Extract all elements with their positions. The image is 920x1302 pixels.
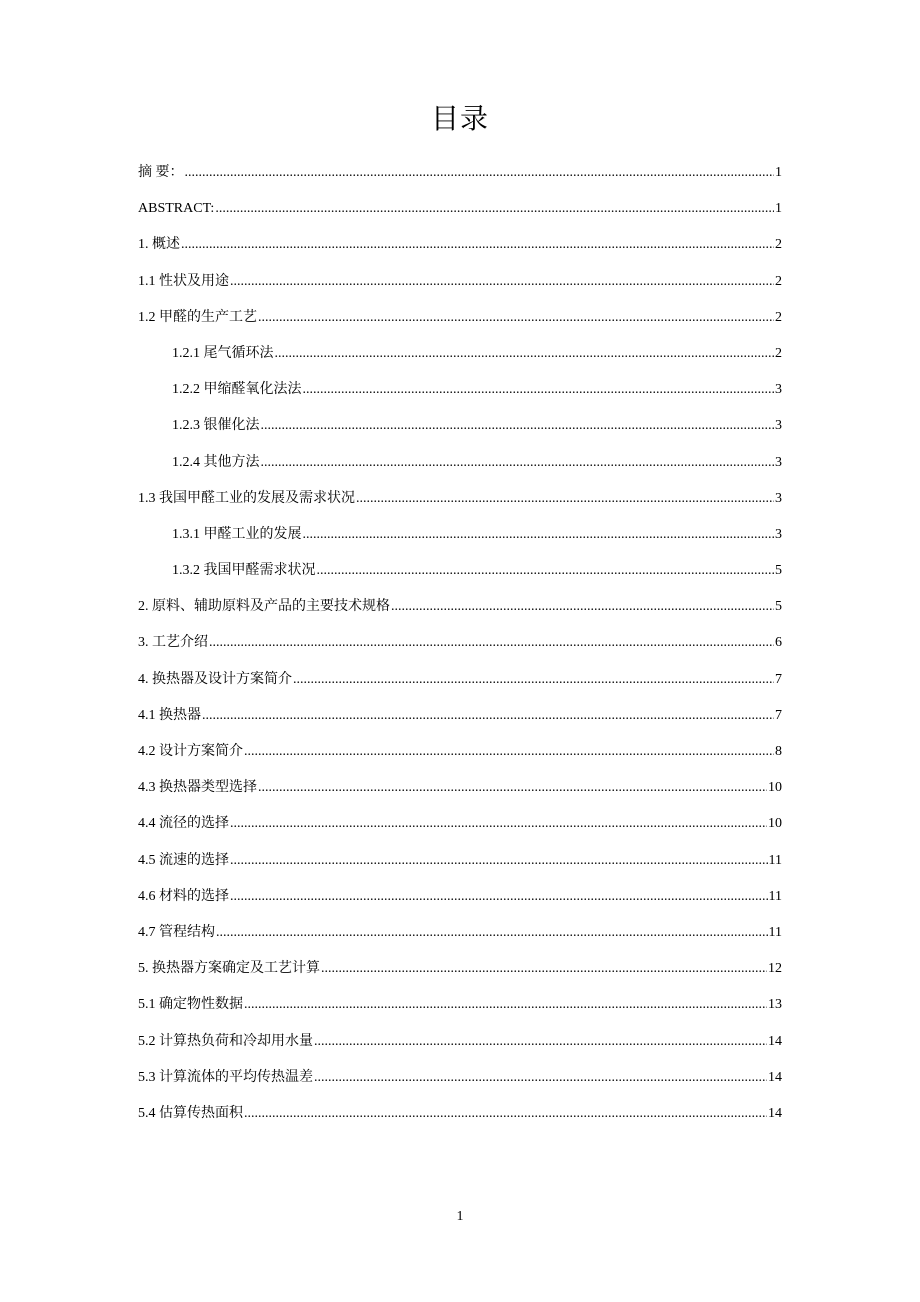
toc-entry-page: 3 <box>775 454 782 470</box>
toc-entry-page: 7 <box>775 671 782 687</box>
toc-dot-leader <box>391 589 774 625</box>
toc-entry-page: 5 <box>775 599 782 615</box>
toc-entry[interactable] <box>138 915 782 951</box>
toc-dot-leader <box>314 1060 767 1096</box>
toc-dot-leader <box>181 227 774 263</box>
toc-entry[interactable] <box>138 227 782 263</box>
toc-entry-label: 1. 概述 <box>138 237 180 253</box>
toc-entry-page: 14 <box>768 1069 782 1085</box>
toc-entry-label: 4.5 流速的选择 <box>138 852 229 868</box>
toc-entry[interactable] <box>138 1024 782 1060</box>
toc-entry-label: 1.1 性状及用途 <box>138 273 229 289</box>
toc-entry[interactable] <box>138 987 782 1023</box>
toc-dot-leader <box>275 336 775 372</box>
toc-entry-label: 4.2 设计方案简介 <box>138 744 243 759</box>
toc-dot-leader <box>202 698 774 734</box>
toc-entry-label: ABSTRACT: <box>138 201 215 217</box>
toc-entry[interactable] <box>138 843 782 879</box>
toc-dot-leader <box>258 300 774 336</box>
toc-entry-page: 8 <box>775 744 782 759</box>
toc-entry-label: 1.3.2 我国甲醛需求状况 <box>172 563 316 579</box>
toc-entry-page: 2 <box>775 345 782 361</box>
toc-entry-label: 1.2 甲醛的生产工艺 <box>138 309 257 325</box>
toc-entry-label: 4.1 换热器 <box>138 707 201 723</box>
toc-entry-label: 5.1 确定物性数据 <box>138 997 243 1013</box>
toc-dot-leader <box>293 662 774 698</box>
toc-entry-page: 11 <box>768 852 782 868</box>
toc-entry-page: 10 <box>768 816 782 832</box>
toc-entry-page: 14 <box>768 1033 782 1049</box>
toc-dot-leader <box>321 951 767 987</box>
toc-entry-label: 1.2.3 银催化法 <box>172 418 260 434</box>
toc-entry[interactable] <box>138 264 782 300</box>
toc-entry-label: 4.3 换热器类型选择 <box>138 780 257 796</box>
toc-entry[interactable] <box>138 589 782 625</box>
toc-dot-leader <box>261 408 775 444</box>
toc-dot-leader <box>314 1024 767 1060</box>
toc-entry[interactable] <box>138 951 782 987</box>
toc-dot-leader <box>261 445 775 481</box>
toc-entry[interactable] <box>138 879 782 915</box>
toc-dot-leader <box>317 553 775 589</box>
toc-entry-page: 2 <box>775 237 782 253</box>
toc-entry-page: 13 <box>768 997 782 1013</box>
toc-entry-label: 1.3.1 甲醛工业的发展 <box>172 526 302 542</box>
toc-dot-leader <box>356 481 774 517</box>
toc-entry-page: 1 <box>775 165 782 180</box>
toc-entry-page: 5 <box>775 563 782 579</box>
toc-entry-label: 3. 工艺介绍 <box>138 635 208 651</box>
toc-entry-label: 5. 换热器方案确定及工艺计算 <box>138 961 320 977</box>
toc-entry-label: 2. 原料、辅助原料及产品的主要技术规格 <box>138 599 390 615</box>
toc-entry-page: 6 <box>775 635 782 651</box>
toc-dot-leader <box>215 191 774 227</box>
toc-entry-page: 3 <box>775 418 782 434</box>
toc-entry[interactable] <box>138 408 782 444</box>
table-of-contents <box>138 155 782 1132</box>
toc-dot-leader <box>216 915 768 951</box>
toc-entry-page: 12 <box>768 961 782 977</box>
toc-entry[interactable] <box>138 1096 782 1132</box>
toc-entry-label: 1.2.4 其他方法 <box>172 454 260 470</box>
toc-entry-label: 5.3 计算流体的平均传热温差 <box>138 1069 313 1085</box>
toc-entry-page: 10 <box>768 780 782 796</box>
toc-dot-leader <box>230 879 768 915</box>
toc-entry[interactable] <box>138 625 782 661</box>
toc-dot-leader <box>230 264 774 300</box>
toc-dot-leader <box>244 987 767 1023</box>
toc-entry[interactable] <box>138 734 782 770</box>
toc-entry-page: 11 <box>768 924 782 940</box>
toc-entry-label: 摘 要： <box>138 165 184 180</box>
toc-entry[interactable] <box>138 300 782 336</box>
toc-dot-leader <box>303 372 775 408</box>
toc-entry-label: 1.2.1 尾气循环法 <box>172 345 274 361</box>
toc-dot-leader <box>230 843 768 879</box>
toc-entry-label: 4.4 流径的选择 <box>138 816 229 832</box>
toc-entry-page: 3 <box>775 382 782 398</box>
toc-entry-label: 5.2 计算热负荷和冷却用水量 <box>138 1033 313 1049</box>
toc-entry-label: 5.4 估算传热面积 <box>138 1105 243 1121</box>
page-title: 目录 <box>430 104 489 135</box>
toc-entry-page: 3 <box>775 526 782 542</box>
toc-entry-page: 7 <box>775 707 782 723</box>
toc-entry-page: 14 <box>768 1105 782 1121</box>
page-number: 1 <box>456 1209 464 1224</box>
toc-entry-page: 11 <box>768 888 782 904</box>
toc-dot-leader <box>244 734 774 770</box>
toc-dot-leader <box>185 155 775 191</box>
toc-entry[interactable] <box>138 481 782 517</box>
toc-entry-label: 4. 换热器及设计方案简介 <box>138 671 292 687</box>
toc-dot-leader <box>303 517 775 553</box>
toc-entry-page: 2 <box>775 273 782 289</box>
toc-entry[interactable] <box>138 662 782 698</box>
toc-dot-leader <box>209 625 774 661</box>
toc-dot-leader <box>244 1096 767 1132</box>
toc-entry[interactable] <box>138 445 782 481</box>
toc-entry-page: 1 <box>775 201 782 217</box>
toc-dot-leader <box>230 806 767 842</box>
toc-entry-label: 4.6 材料的选择 <box>138 888 229 904</box>
toc-entry-page: 3 <box>775 490 782 506</box>
toc-entry[interactable] <box>138 517 782 553</box>
toc-dot-leader <box>258 770 767 806</box>
toc-entry[interactable] <box>138 372 782 408</box>
toc-entry-page: 2 <box>775 309 782 325</box>
toc-entry-label: 1.3 我国甲醛工业的发展及需求状况 <box>138 490 355 506</box>
toc-entry[interactable] <box>138 191 782 227</box>
toc-entry[interactable] <box>138 698 782 734</box>
toc-entry-label: 1.2.2 甲缩醛氧化法法 <box>172 382 302 398</box>
toc-entry[interactable] <box>138 336 782 372</box>
toc-entry[interactable] <box>138 553 782 589</box>
toc-entry-label: 4.7 管程结构 <box>138 924 215 940</box>
toc-entry[interactable] <box>138 770 782 806</box>
toc-entry[interactable] <box>138 806 782 842</box>
toc-entry[interactable] <box>138 155 782 191</box>
toc-entry[interactable] <box>138 1060 782 1096</box>
